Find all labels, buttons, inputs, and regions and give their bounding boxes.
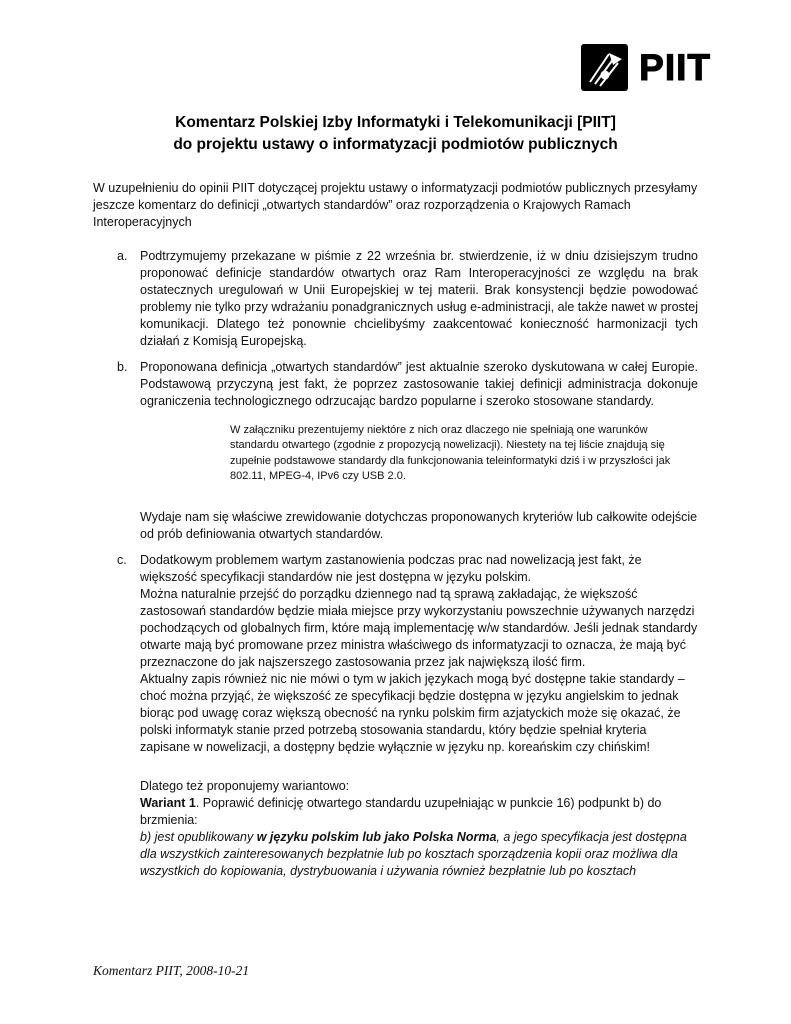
variant-1-line [140,795,698,829]
page-title-line1: Komentarz Polskiej Izby Informatyki i Telekomunikacji [PIIT] [175,114,616,131]
footer-note: Komentarz PIIT, 2008-10-21 [93,963,250,978]
item-b-attachment-note: W załączniku prezentujemy niektóre z nich oraz dlaczego nie spełniają one warunków standardu otwartego (zgodnie z propozycją nowelizacji). Niestety na tej liście znajdują się zupełnie podstawowe standardy dla funkcjonowania teleinformatyki dziś i w przyszłości jak 802.11, MPEG-4, IPv6 czy USB 2.0. [230,423,671,483]
provision-italic-1: b) jest opublikowany [140,829,257,844]
variants-block [93,778,698,880]
variants-intro: Dlatego też proponujemy wariantowo: [140,778,350,793]
intro-paragraph: W uzupełnieniu do opinii PIIT dotyczącej projektu ustawy o informatyzacji podmiotów publicznych przesyłamy jeszcze komentarz do definicji „otwartych standardów” oraz rozporządzenia o Krajowych Ramach Interoperacyjnych [93,180,698,229]
list-item-a [93,248,698,350]
page-title [93,112,698,157]
item-b-text: Proponowana definicja „otwartych standardów” jest aktualnie szeroko dyskutowana w całej Europie. Podstawową przyczyną jest fakt, że poprzez zastosowanie takiej definicji administracja dokonuje ograniczenia technologicznego odrzucając bardzo popularne i szeroko stosowane standardy. [140,359,698,408]
list-item-c [93,552,698,756]
list-label-a: a. [117,248,128,263]
variant-1-text: . Poprawić definicję otwartego standardu uzupełniając w punkcie 16) podpunkt b) do brzmienia: [140,795,662,827]
piit-logo-icon [581,44,628,91]
comment-list [93,248,698,756]
list-item-b [93,359,698,543]
piit-logo-text: PIIT [639,47,711,88]
list-body-c [140,552,698,756]
list-label-b: b. [117,359,128,374]
variant-1-label: Wariant 1 [140,795,196,810]
list-label-c: c. [117,552,127,567]
item-c-paragraph-3: Aktualny zapis również nic nie mówi o tym w jakich językach mogą być dostępne takie standardy – choć można przyjąć, że większość ze specyfikacji będzie dostępna w języku angielskim to jednak biorąc pod uwagę coraz większą obecność na rynku polskim firm azjatyckich może się okazać, że polski informatyk stanie przed potrzebą stosowania standardu, który będzie spełniał kryteria zapisane w nowelizacji, a dostępny będzie wyłącznie w języku np. koreańskim czy chińskim! [140,671,685,754]
list-body-a [140,248,698,350]
list-body-b [140,359,698,543]
piit-logo [581,44,711,91]
item-c-paragraph-2: Można naturalnie przejść do porządku dziennego nad tą sprawą zakładając, że większość zastosowań standardów będzie miała miejsce przy wykorzystaniu powszechnie używanych narzędzi pochodzących od globalnych firm, które mają implementację w/w standardów. Jeśli jednak standardy otwarte mają być promowane przez ministra właściwego ds informatyzacji to oznacza, że mają być przeznaczone do jak najszerszego zastosowania przez jak największą ilość firm. [140,586,698,669]
variant-1-quoted-provision [140,829,698,880]
item-b-followup: Wydaje nam się właściwe zrewidowanie dotychczas proponowanych kryteriów lub całkowite odejście od prób definiowania otwartych standardów. [140,509,698,541]
page-title-line2: do projektu ustawy o informatyzacji podmiotów publicznych [173,136,618,154]
item-c-paragraph-1: Dodatkowym problemem wartym zastanowienia podczas prac nad nowelizacją jest fakt, że większość specyfikacji standardów nie jest dostępna w języku polskim. [140,552,642,584]
item-a-text: Podtrzymujemy przekazane w piśmie z 22 września br. stwierdzenie, iż w dniu dzisiejszym trudno proponować definicje standardów otwartych oraz Ram Interoperacyjności ze względu na brak ostatecznych uregulowań w Unii Europejskiej w tej materii. Brak konsystencji będzie powodować problemy nie tylko przy wdrażaniu ponadgranicznych usług e-administracji, ale także nawet w prostej komunikacji. Dlatego też ponownie chcielibyśmy zaakcentować konieczność harmonizacji tych działań z Komisją Europejską. [140,248,698,348]
provision-bold-italic: w języku polskim lub jako Polska Norma [256,829,497,844]
provision-italic-2: , a jego specyfikacja jest dostępna dla wszystkich zainteresowanych bezpłatnie lub po kosztach sporządzenia kopii oraz możliwa dla wszystkich do kopiowania, dystrybuowania i używania również bezpłatnie lub po kosztach [140,829,687,878]
